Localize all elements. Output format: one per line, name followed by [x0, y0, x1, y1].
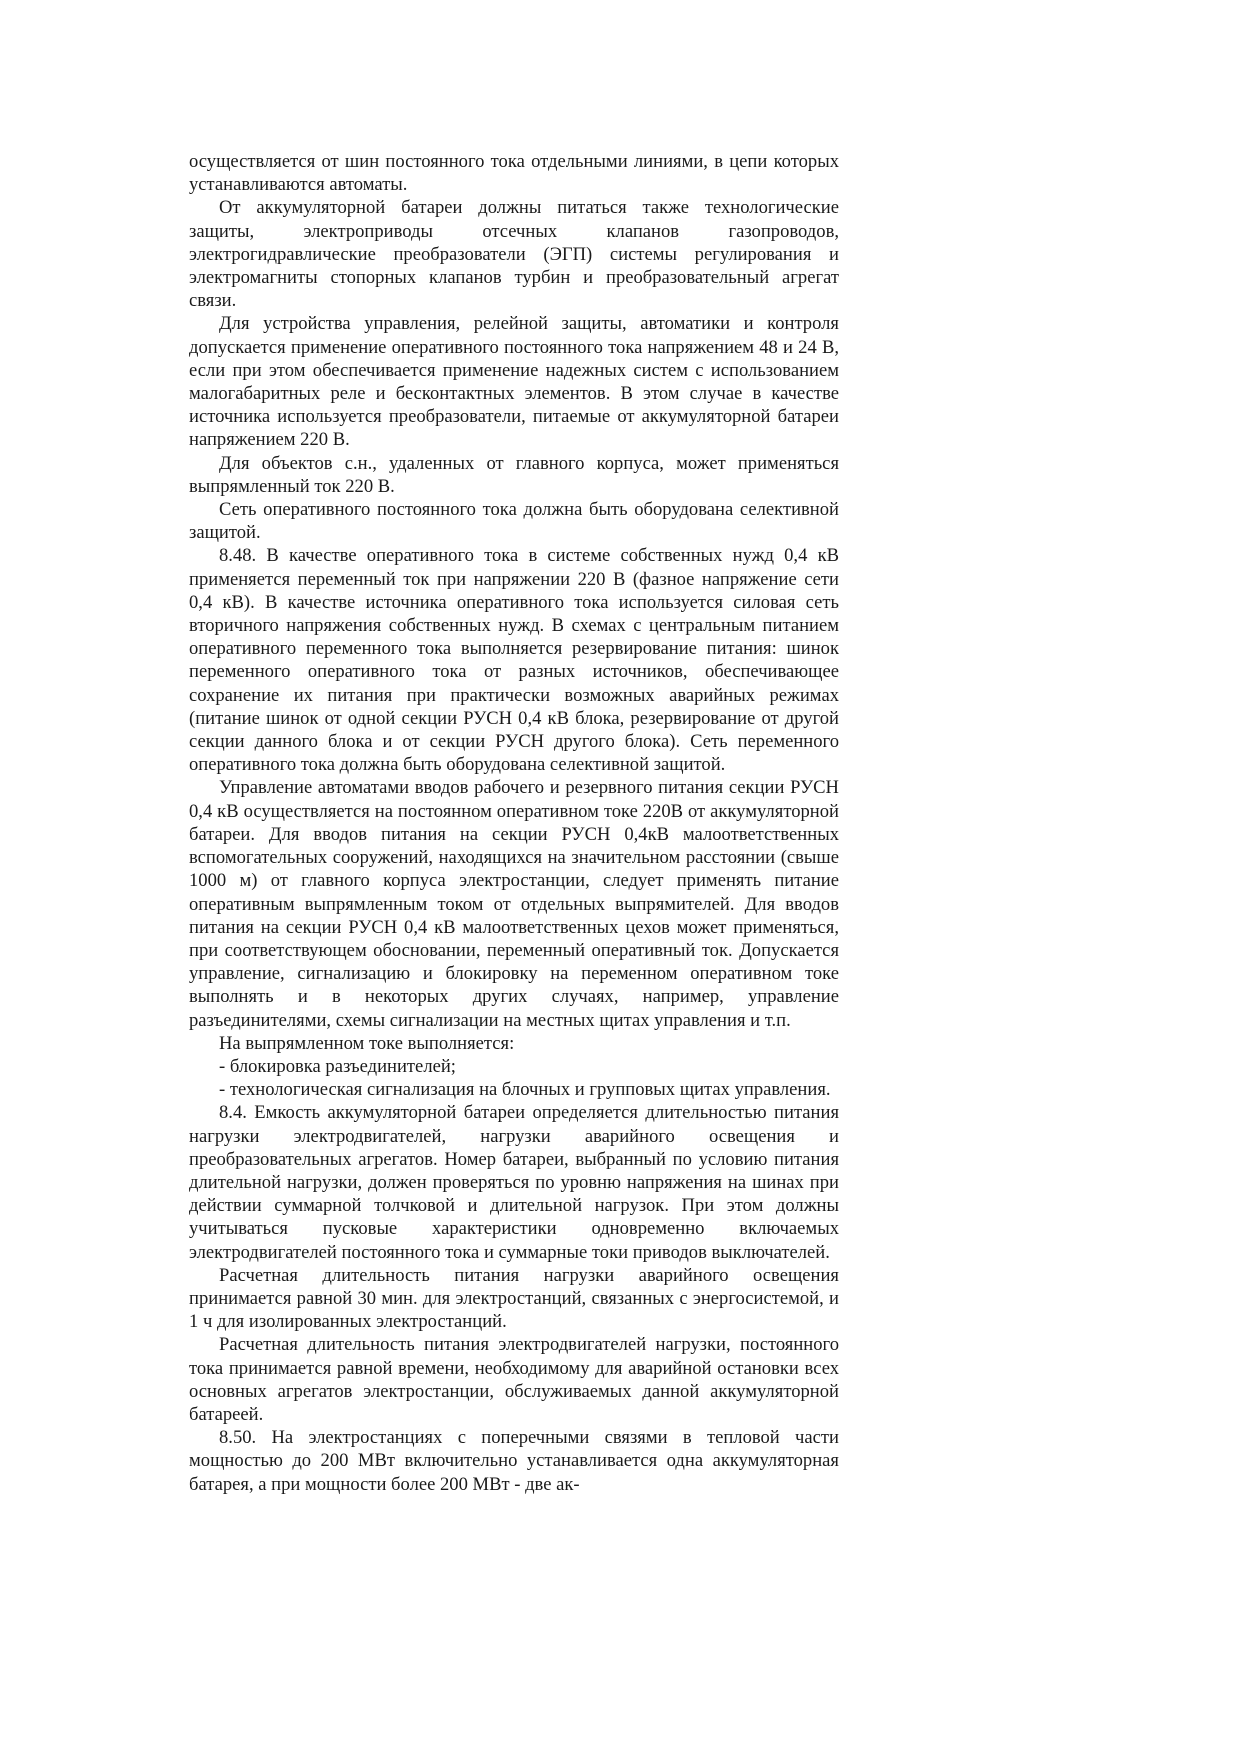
paragraph-remote-objects: Для объектов с.н., удаленных от главного корпуса, может применяться выпрямленный ток 220 В.: [189, 452, 839, 497]
paragraph-continuation: осуществляется от шин постоянного тока отдельными линиями, в цепи которых устанавливаются автоматы.: [189, 151, 839, 196]
paragraph-section-8-48: 8.48. В качестве оперативного тока в системе собственных нужд 0,4 кВ применяется переменный ток при напряжении 220 В (фазное напряжение сети 0,4 кВ). В качестве источника оперативного тока используется силовая сеть вторичного напряжения собственных нужд. В схемах с центральным питанием оперативного переменного тока выполняется резервирование питания: шинок переменного оперативного тока от разных источников, обеспечивающее сохранение их питания при практически возможных аварийных режимах (питание шинок от одной секции РУСН 0,4 кВ блока, резервирование от другой секции данного блока и от секции РУСН другого блока). Сеть переменного оперативного тока должна быть оборудована селективной защитой.: [189, 545, 839, 776]
paragraph-dc-48-24v: Для устройства управления, релейной защиты, автоматики и контроля допускается применение оперативного постоянного тока напряжением 48 и 24 В, если при этом обеспечивается применение надежных систем с использованием малогабаритных реле и бесконтактных элементов. В этом случае в качестве источника используется преобразователи, питаемые от аккумуляторной батареи напряжением 220 В.: [189, 313, 839, 451]
paragraph-rectified-current-intro: На выпрямленном токе выполняется:: [219, 1032, 515, 1054]
paragraph-emergency-lighting-duration: Расчетная длительность питания нагрузки аварийного освещения принимается равной 30 мин. для электростанций, связанных с энергосистемой, и 1 ч для изолированных электростанций.: [189, 1264, 839, 1333]
paragraph-dc-network-protection: Сеть оперативного постоянного тока должна быть оборудована селективной защитой.: [189, 499, 839, 544]
document-body: [189, 150, 839, 1496]
list-item-disconnector-interlock: - блокировка разъединителей;: [219, 1055, 456, 1077]
paragraph-section-8-50: 8.50. На электростанциях с поперечными связями в тепловой части мощностью до 200 МВт включительно устанавливается одна аккумуляторная батарея, а при мощности более 200 МВт - две ак-: [189, 1427, 839, 1495]
paragraph-input-breakers-control: Управление автоматами вводов рабочего и резервного питания секции РУСН 0,4 кВ осуществляется на постоянном оперативном токе 220В от аккумуляторной батареи. Для вводов питания на секции РУСН 0,4кВ малоответственных вспомогательных сооружений, находящихся на значительном расстоянии (свыше 1000 м) от главного корпуса электростанции, следует применять питание оперативным выпрямленным током от отдельных выпрямителей. Для вводов питания на секции РУСН 0,4 кВ малоответственных цехов может применяться, при соответствующем обосновании, переменный оперативный ток. Допускается управление, сигнализацию и блокировку на переменном оперативном токе выполнять и в некоторых других случаях, например, управление разъединителями, схемы сигнализации на местных щитах управления и т.п.: [189, 777, 839, 1031]
list-item-process-signalling: - технологическая сигнализация на блочных и групповых щитах управления.: [219, 1079, 831, 1101]
paragraph-motor-load-duration: Расчетная длительность питания электродвигателей нагрузки, постоянного тока принимается равной времени, необходимому для аварийной остановки всех основных агрегатов электростанции, обслуживаемых данной аккумуляторной батареей.: [189, 1334, 839, 1425]
paragraph-battery-consumers: От аккумуляторной батареи должны питаться также технологические защиты, электроприводы отсечных клапанов газопроводов, электрогидравлические преобразователи (ЭГП) системы регулирования и электромагниты стопорных клапанов турбин и преобразовательный агрегат связи.: [189, 197, 839, 312]
paragraph-section-8-4: 8.4. Емкость аккумуляторной батареи определяется длительностью питания нагрузки электродвигателей, нагрузки аварийного освещения и преобразовательных агрегатов. Номер батареи, выбранный по условию питания длительной нагрузки, должен проверяться по уровню напряжения на шинах при действии суммарной толчковой и длительной нагрузок. При этом должны учитываться пусковые характеристики одновременно включаемых электродвигателей постоянного тока и суммарные токи приводов выключателей.: [189, 1102, 839, 1263]
